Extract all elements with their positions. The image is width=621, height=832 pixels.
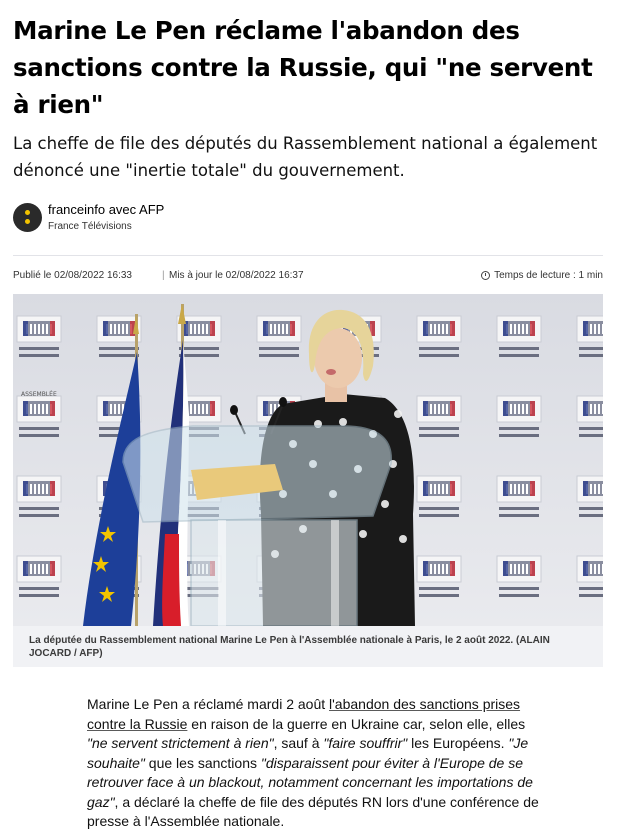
- paragraph-text: les Européens.: [407, 735, 509, 751]
- updated-date: Mis à jour le 02/08/2022 16:37: [169, 270, 304, 281]
- article-meta: [13, 270, 603, 284]
- paragraph-text: Marine Le Pen a réclamé mardi 2 août: [87, 696, 330, 712]
- quote: "disparaissent pour éviter à l'Europe de se retrouver face à un blackout, notamment concernant les importations de gaz": [87, 754, 533, 810]
- author-block[interactable]: [13, 201, 164, 233]
- meta-separator: |: [162, 270, 165, 281]
- quote: "Je souhaite": [87, 735, 529, 771]
- photo-caption: La députée du Rassemblement national Marine Le Pen à l'Assemblée nationale à Paris, le 2 août 2022. (ALAIN JOCARD / AFP): [29, 635, 550, 659]
- quote: "ne servent strictement à rien": [87, 735, 274, 751]
- meta-divider: [13, 255, 603, 256]
- article-subtitle: La cheffe de file des députés du Rassemblement national a également dénoncé une "inertie totale" du gouvernement.: [13, 134, 598, 180]
- clock-icon: [481, 271, 490, 280]
- photo-illustration: [13, 294, 603, 626]
- author-text: [48, 202, 164, 233]
- article-paragraph: [87, 695, 542, 832]
- quote: "faire souffrir": [323, 735, 408, 751]
- backdrop-text: ASSEMBLÉE: [21, 391, 57, 398]
- reading-time-label: Temps de lecture : 1 min: [494, 270, 603, 281]
- paragraph-text: que les sanctions: [144, 754, 261, 771]
- sanctions-link[interactable]: l'abandon des sanctions prises contre la Russie: [87, 696, 521, 732]
- photo-caption-box: [13, 626, 603, 667]
- article-headline: Marine Le Pen réclame l'abandon des sanctions contre la Russie, qui "ne servent à rien": [13, 16, 593, 119]
- author-organization: France Télévisions: [48, 220, 132, 232]
- author-name[interactable]: franceinfo avec AFP: [48, 201, 165, 217]
- reading-time: [481, 270, 603, 281]
- article-photo[interactable]: [13, 294, 603, 626]
- paragraph-text: , a déclaré la cheffe de file des députés RN lors d'une conférence de presse à l'Assemblée nationale.: [87, 793, 539, 829]
- paragraph-text: , sauf à: [273, 735, 324, 751]
- paragraph-text: en raison de la guerre en Ukraine car, selon elle, elles: [187, 715, 526, 732]
- franceinfo-logo-icon[interactable]: [13, 203, 42, 232]
- published-date: Publié le 02/08/2022 16:33: [13, 270, 132, 281]
